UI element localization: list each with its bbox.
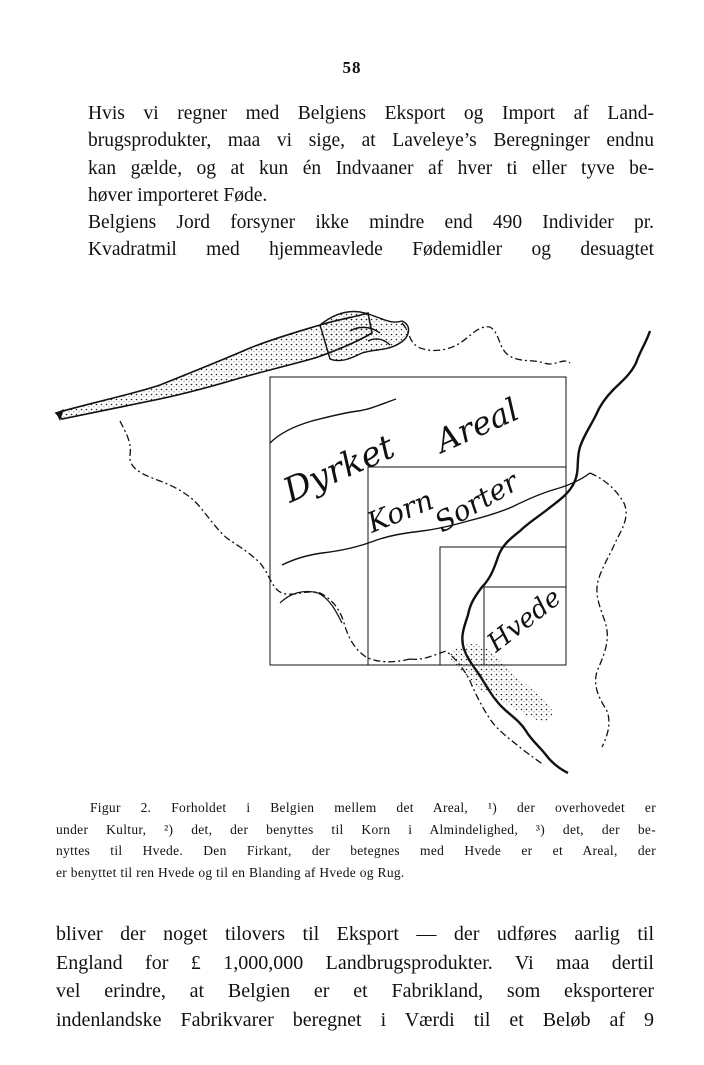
page-number: 58: [342, 58, 362, 77]
label-areal: Areal: [429, 390, 525, 461]
text-line: bliver der noget tilovers til Eksport — der udføres aarlig til: [56, 923, 654, 945]
paragraph-intro: [56, 100, 654, 209]
caption-line: er benyttet til ren Hvede og til en Blanding af Hvede og Rug.: [56, 864, 405, 880]
river-meuse: [462, 331, 650, 773]
text-line: Belgiens Jord forsyner ikke mindre end 490 Individer pr.: [88, 212, 654, 233]
belgium-map-figure: [50, 303, 660, 783]
text-line: høver importeret Føde.: [88, 184, 268, 206]
paragraph-export: [56, 920, 654, 1034]
label-sorter: Sorter: [429, 465, 524, 540]
caption-line: under Kultur, ²) det, der benyttes til Korn i Almindelighed, ³) det, der be-: [56, 821, 656, 837]
east-border: [590, 473, 626, 747]
text-line: Hvis vi regner med Belgiens Eksport og Import af Land-: [88, 103, 654, 124]
text-line: brugsprodukter, maa vi sige, at Laveleye’s Beregninger endnu: [88, 130, 654, 152]
belgium-map: [50, 303, 660, 783]
label-dyrket: Dyrket: [277, 427, 401, 512]
text-line: kan gælde, og at kun én Indvaaner af hver ti eller tyve be-: [88, 157, 654, 179]
north-border: [402, 323, 570, 364]
paragraph-soil: [56, 209, 654, 264]
text-line: England for £ 1,000,000 Landbrugsprodukter. Vi maa dertil: [56, 951, 654, 974]
label-hvede: Hvede: [481, 582, 568, 659]
text-line: vel erindre, at Belgien er et Fabrikland, som eksporterer: [56, 980, 654, 1003]
estuary: [320, 312, 409, 361]
label-korn: Korn: [362, 483, 439, 540]
text-line: Kvadratmil med hjemmeavlede Fødemidler og desuagtet: [88, 239, 654, 261]
caption-line: Figur 2. Forholdet i Belgien mellem det Areal, ¹) der overhovedet er: [90, 800, 656, 815]
caption-line: nyttes til Hvede. Den Firkant, der betegnes med Hvede er et Areal, der: [56, 843, 656, 858]
text-line: indenlandske Fabrikvarer beregnet i Værdi til et Beløb af 9: [56, 1008, 654, 1031]
figure-caption: [56, 797, 656, 883]
